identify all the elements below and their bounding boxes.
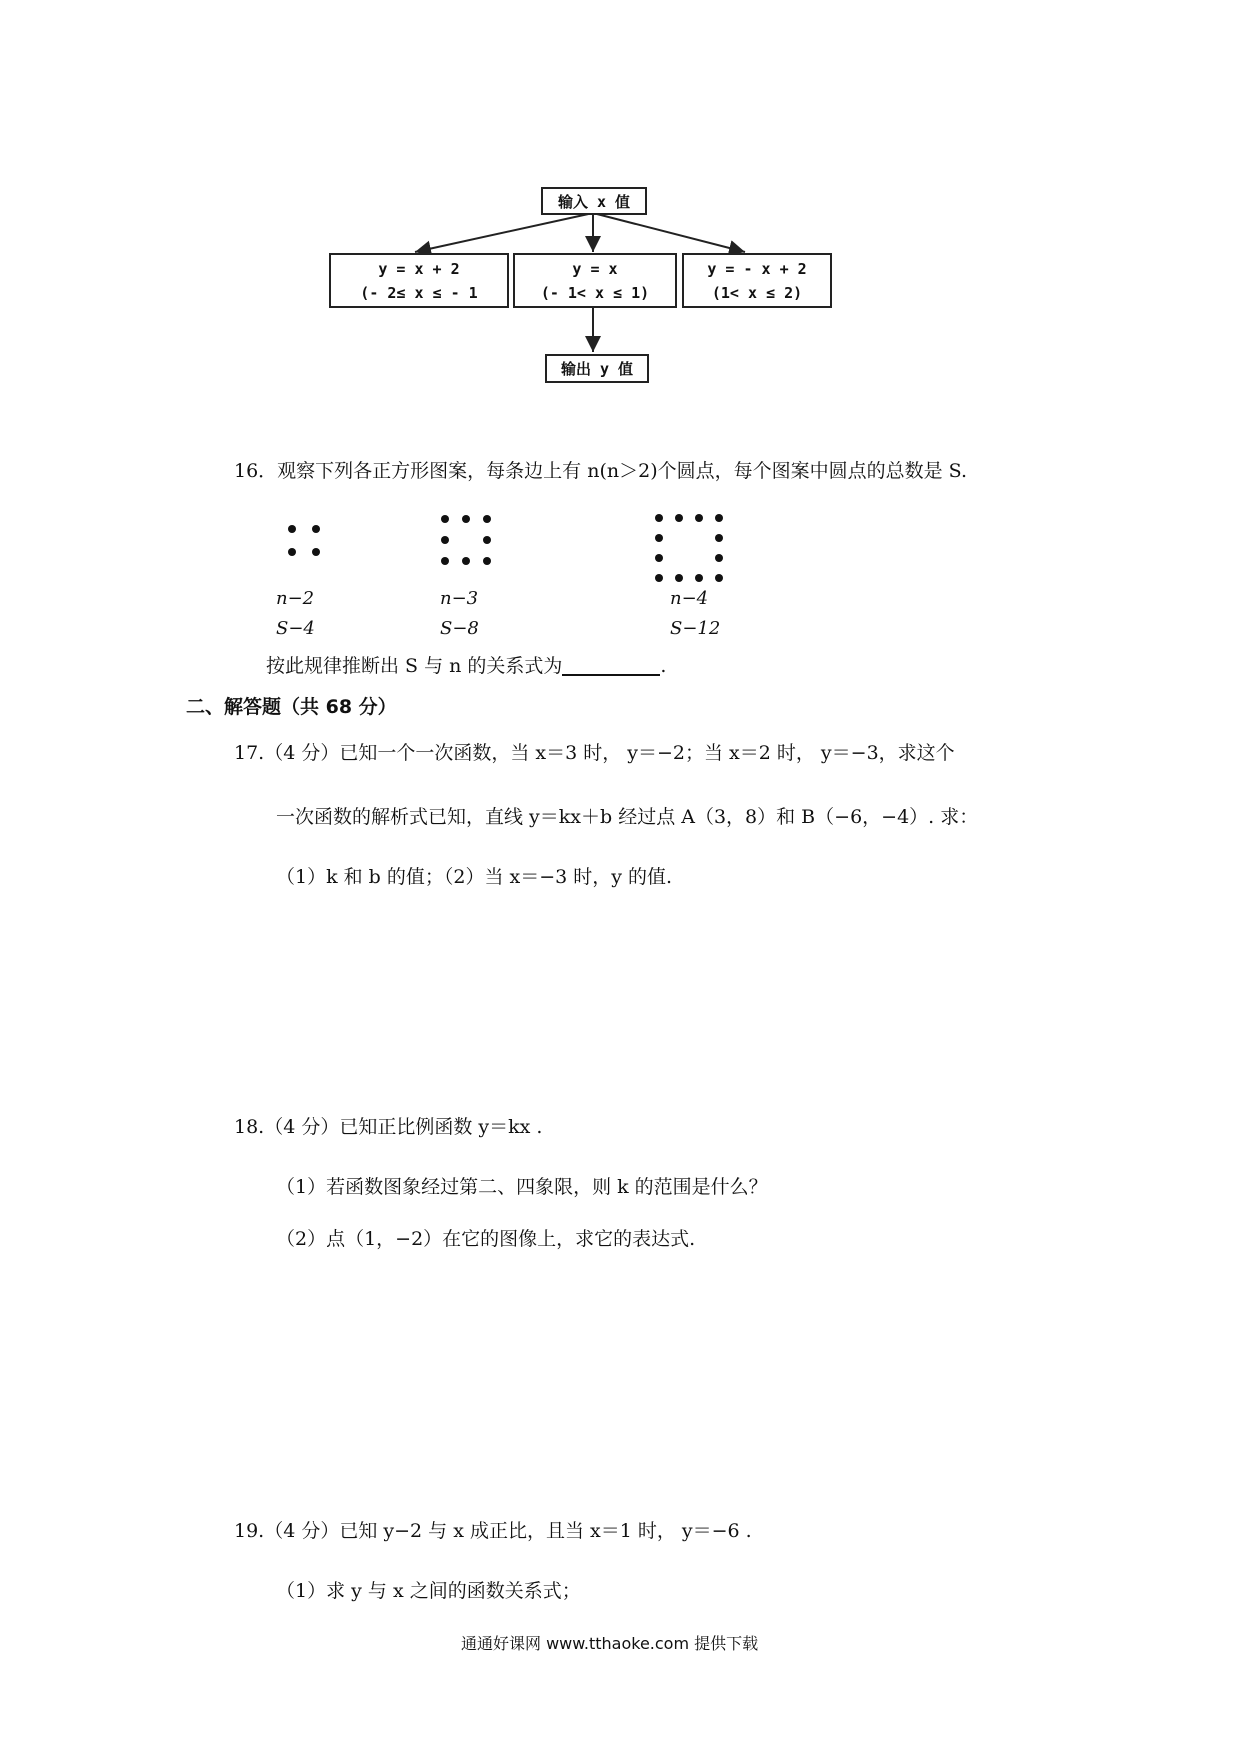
page-footer: 通通好课网 www.tthaoke.com 提供下载: [461, 1634, 759, 1653]
dot: [312, 525, 320, 533]
dot: [288, 548, 296, 556]
dot: [483, 557, 491, 565]
pattern-1-s-label: S−4: [276, 618, 315, 639]
pattern-2-s-label: S−8: [440, 618, 479, 639]
pattern-3-s-label: S−12: [670, 618, 721, 639]
arrow-to-branch-1: [415, 213, 593, 252]
branch-2-range: (- 1< x ≤ 1): [540, 284, 650, 302]
dot: [655, 574, 663, 582]
dot: [441, 536, 449, 544]
q18-line-1: 18.（4 分）已知正比例函数 y＝kx .: [234, 1116, 543, 1138]
branch-3-range: (1< x ≤ 2): [711, 284, 803, 302]
pattern-3-n-label: n−4: [670, 588, 709, 609]
branch-3-formula: y = - x + 2: [707, 260, 807, 278]
branch-1-range: (- 2≤ x ≤ - 1: [360, 284, 478, 302]
dot: [483, 536, 491, 544]
flowchart-branch-3: [682, 253, 832, 308]
flowchart-branch-2: [513, 253, 677, 308]
q16-text: 16．观察下列各正方形图案，每条边上有 n(n＞2)个圆点，每个图案中圆点的总数是 S.: [234, 460, 968, 482]
dot: [441, 557, 449, 565]
dot: [715, 574, 723, 582]
q18-line-3: （2）点（1，−2）在它的图像上，求它的表达式.: [276, 1228, 696, 1250]
dot: [655, 554, 663, 562]
dot: [695, 514, 703, 522]
q19-line-2: （1）求 y 与 x 之间的函数关系式；: [276, 1580, 581, 1602]
dot: [715, 514, 723, 522]
pattern-1-n-label: n−2: [276, 588, 315, 609]
q16-conclusion: [266, 656, 666, 676]
q19-line-1: 19.（4 分）已知 y−2 与 x 成正比，且当 x＝1 时， y＝−6 .: [234, 1520, 752, 1542]
dot: [715, 554, 723, 562]
q16-answer-blank: [562, 656, 660, 676]
q18-line-2: （1）若函数图象经过第二、四象限，则 k 的范围是什么？: [276, 1176, 768, 1198]
pattern-2-n-label: n−3: [440, 588, 479, 609]
q17-line-1: 17.（4 分）已知一个一次函数，当 x＝3 时， y＝−2；当 x＝2 时， y＝−3，求这个: [234, 742, 955, 764]
q17-line-2: 一次函数的解析式已知，直线 y＝kx＋b 经过点 A（3，8）和 B（−6，−4）. 求：: [276, 806, 979, 828]
dot: [675, 514, 683, 522]
dot: [462, 515, 470, 523]
arrow-to-branch-3: [593, 213, 745, 252]
dot: [675, 574, 683, 582]
dot: [312, 548, 320, 556]
dot: [655, 514, 663, 522]
flowchart-input-box: 输入 x 值: [541, 187, 647, 215]
dot: [483, 515, 491, 523]
flowchart-output-box: 输出 y 值: [545, 354, 649, 383]
section-2-title: 二、解答题（共 68 分）: [186, 696, 397, 718]
flowchart-branch-1: [329, 253, 509, 308]
branch-2-formula: y = x: [572, 260, 618, 278]
dot: [695, 574, 703, 582]
q17-line-3: （1）k 和 b 的值；（2）当 x＝−3 时，y 的值.: [276, 866, 673, 888]
dot: [462, 557, 470, 565]
branch-1-formula: y = x + 2: [378, 260, 460, 278]
dot: [441, 515, 449, 523]
dot: [288, 525, 296, 533]
dot: [655, 534, 663, 542]
q16-conclusion-text: 按此规律推断出 S 与 n 的关系式为: [266, 655, 563, 677]
q16-conclusion-end: .: [660, 655, 667, 677]
dot: [715, 534, 723, 542]
